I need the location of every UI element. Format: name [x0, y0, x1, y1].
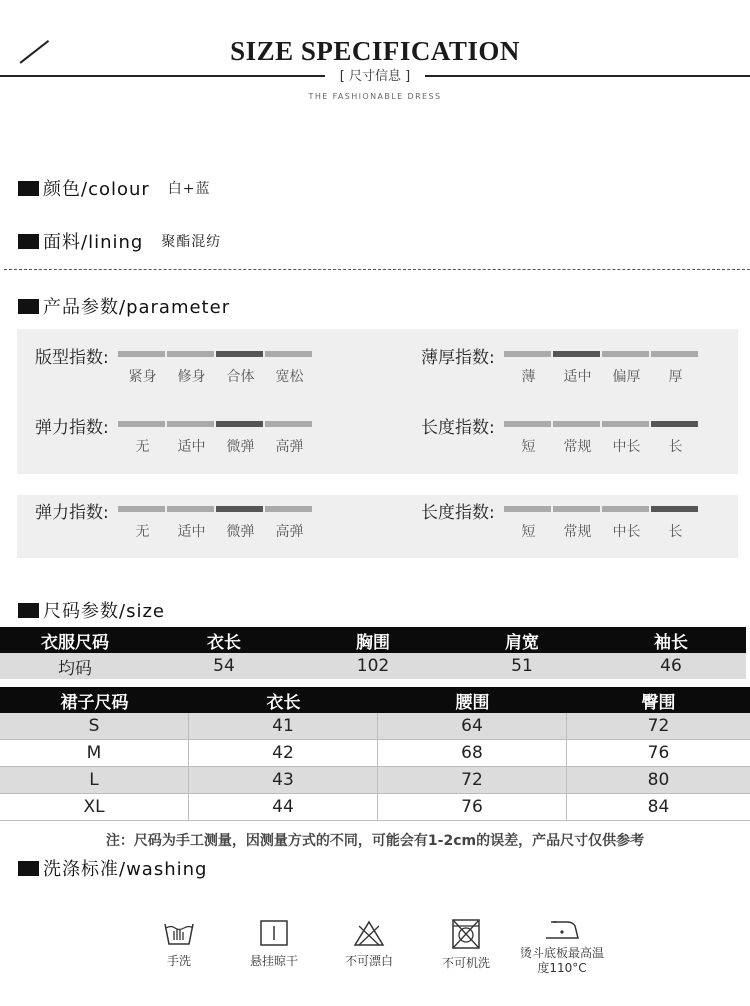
scale-segment [265, 421, 312, 427]
option-label: 无 [135, 524, 150, 540]
table-cell: 54 [213, 656, 235, 676]
option-label: 微弹 [226, 439, 255, 455]
option-label: 长 [668, 524, 683, 540]
param-length-options [504, 436, 700, 456]
param-thickness-options [504, 366, 700, 386]
table-row [0, 713, 750, 740]
wash-label: 不可漂白 [344, 954, 393, 968]
scale-segment-selected [651, 421, 698, 427]
scale-segment [651, 351, 698, 357]
column-header: 裙子尺码 [60, 692, 129, 713]
no-machine-wash-icon [449, 918, 483, 950]
column-header: 肩宽 [505, 632, 539, 653]
wash-item-hand-wash [134, 918, 224, 969]
param-fit-options [118, 366, 314, 386]
washing-heading-label: 洗涤标准/washing [43, 859, 208, 880]
option-label: 无 [135, 439, 150, 455]
scale-segment-selected [216, 351, 263, 357]
wash-item-hang-dry [229, 918, 319, 969]
scale-segment [167, 421, 214, 427]
table-cell: 41 [189, 713, 378, 739]
bullet-square-icon [18, 861, 39, 876]
option-label: 适中 [177, 524, 206, 540]
param-length-options [504, 521, 700, 541]
wash-item-iron [517, 918, 607, 976]
parameter-heading [18, 293, 230, 319]
table-cell: S [0, 713, 189, 739]
scale-segment [118, 351, 165, 357]
bullet-square-icon [18, 603, 39, 618]
option-label: 常规 [563, 524, 592, 540]
param-thickness-scale [504, 351, 698, 357]
skirt-size-table [0, 687, 750, 821]
option-label: 中长 [612, 439, 641, 455]
scale-segment-selected [651, 506, 698, 512]
option-label: 适中 [563, 369, 592, 385]
bullet-square-icon [18, 299, 39, 314]
scale-segment [118, 421, 165, 427]
size-heading [18, 597, 165, 623]
table-row [0, 767, 750, 794]
tagline: THE FASHIONABLE DRESS [308, 92, 442, 101]
table-cell: 68 [378, 740, 567, 766]
bullet-square-icon [18, 181, 39, 196]
table-cell: 43 [189, 767, 378, 793]
table-row [0, 794, 750, 821]
no-bleach-icon [352, 918, 386, 948]
measurement-note: 注：尺码为手工测量，因测量方式的不同，可能会有1-2cm的误差，产品尺寸仅供参考 [105, 833, 645, 849]
option-label: 短 [521, 439, 536, 455]
colour-value: 白+蓝 [167, 181, 211, 197]
page-title: SIZE SPECIFICATION [230, 36, 520, 66]
hang-dry-icon [257, 918, 291, 948]
table-cell: 80 [647, 770, 670, 790]
wash-item-no-machine-wash [421, 918, 511, 971]
option-label: 高弹 [275, 439, 304, 455]
column-header: 衣长 [207, 632, 241, 653]
column-header: 胸围 [356, 632, 390, 653]
scale-segment [265, 506, 312, 512]
param-elastic-label: 弹力指数: [35, 503, 109, 523]
scale-segment [602, 421, 649, 427]
scale-segment-selected [553, 351, 600, 357]
table-cell: L [0, 767, 189, 793]
colour-label: 颜色/colour [43, 179, 150, 200]
scale-segment [118, 506, 165, 512]
table-header-row [0, 627, 746, 653]
parameter-panel-2 [17, 495, 738, 558]
table-row [0, 653, 746, 679]
option-label: 高弹 [275, 524, 304, 540]
table-cell: 42 [189, 740, 378, 766]
option-label: 常规 [563, 439, 592, 455]
table-cell: M [0, 740, 189, 766]
scale-segment-selected [216, 506, 263, 512]
scale-segment [602, 506, 649, 512]
scale-segment [167, 506, 214, 512]
bullet-square-icon [18, 234, 39, 249]
scale-segment-selected [216, 421, 263, 427]
option-label: 薄 [521, 369, 536, 385]
size-heading-label: 尺码参数/size [43, 601, 165, 622]
column-header: 衣长 [266, 692, 301, 713]
lining-row [18, 228, 221, 254]
scale-segment [602, 351, 649, 357]
table-cell: 76 [378, 794, 567, 820]
table-cell: 46 [660, 656, 682, 676]
table-cell: 102 [356, 656, 390, 676]
hand-wash-icon [162, 918, 196, 948]
parameter-heading-label: 产品参数/parameter [43, 297, 231, 318]
table-cell: 64 [378, 713, 567, 739]
wash-item-no-bleach [324, 918, 414, 969]
param-elastic-options [118, 521, 314, 541]
option-label: 微弹 [226, 524, 255, 540]
washing-heading [18, 855, 207, 881]
top-size-table [0, 627, 746, 679]
wash-label: 不可机洗 [441, 956, 490, 970]
column-header: 臀围 [641, 692, 676, 713]
param-length-label: 长度指数: [421, 503, 495, 523]
table-row [0, 740, 750, 767]
param-elastic-scale [118, 506, 312, 512]
iron-icon [543, 918, 581, 942]
column-header: 袖长 [654, 632, 688, 653]
colour-row [18, 175, 211, 201]
table-header-row [0, 687, 750, 713]
param-fit-scale [118, 351, 312, 357]
scale-segment [504, 351, 551, 357]
wash-label: 手洗 [166, 954, 191, 968]
scale-segment [504, 421, 551, 427]
param-elastic-label: 弹力指数: [35, 418, 109, 438]
table-cell: 72 [647, 716, 670, 736]
param-thickness-label: 薄厚指数: [421, 348, 495, 368]
lining-label: 面料/lining [43, 232, 144, 253]
option-label: 厚 [668, 369, 683, 385]
option-label: 修身 [177, 369, 206, 385]
column-header: 衣服尺码 [41, 632, 109, 653]
table-cell: 72 [378, 767, 567, 793]
param-length-scale [504, 421, 698, 427]
parameter-panel-1 [17, 329, 738, 474]
param-fit-label: 版型指数: [35, 348, 109, 368]
wash-label: 悬挂晾干 [249, 954, 298, 968]
table-cell: 51 [511, 656, 533, 676]
option-label: 长 [668, 439, 683, 455]
option-label: 适中 [177, 439, 206, 455]
table-cell: 76 [647, 743, 670, 763]
scale-segment [504, 506, 551, 512]
param-length-label: 长度指数: [421, 418, 495, 438]
param-elastic-options [118, 436, 314, 456]
scale-segment [553, 506, 600, 512]
table-cell: 84 [647, 797, 670, 817]
param-elastic-scale [118, 421, 312, 427]
wash-label: 烫斗底板最高温度110°C [519, 946, 604, 975]
scale-segment [265, 351, 312, 357]
option-label: 偏厚 [612, 369, 641, 385]
param-length-scale [504, 506, 698, 512]
page-subtitle: [ 尺寸信息 ] [325, 67, 425, 87]
option-label: 短 [521, 524, 536, 540]
scale-segment [553, 421, 600, 427]
lining-value: 聚酯混纺 [161, 234, 222, 250]
table-cell: XL [0, 794, 189, 820]
table-cell: 44 [189, 794, 378, 820]
option-label: 中长 [612, 524, 641, 540]
option-label: 宽松 [275, 369, 304, 385]
option-label: 合体 [226, 369, 255, 385]
column-header: 腰围 [455, 692, 490, 713]
scale-segment [167, 351, 214, 357]
option-label: 紧身 [128, 369, 157, 385]
section-divider [4, 269, 750, 270]
table-cell: 均码 [58, 658, 92, 679]
